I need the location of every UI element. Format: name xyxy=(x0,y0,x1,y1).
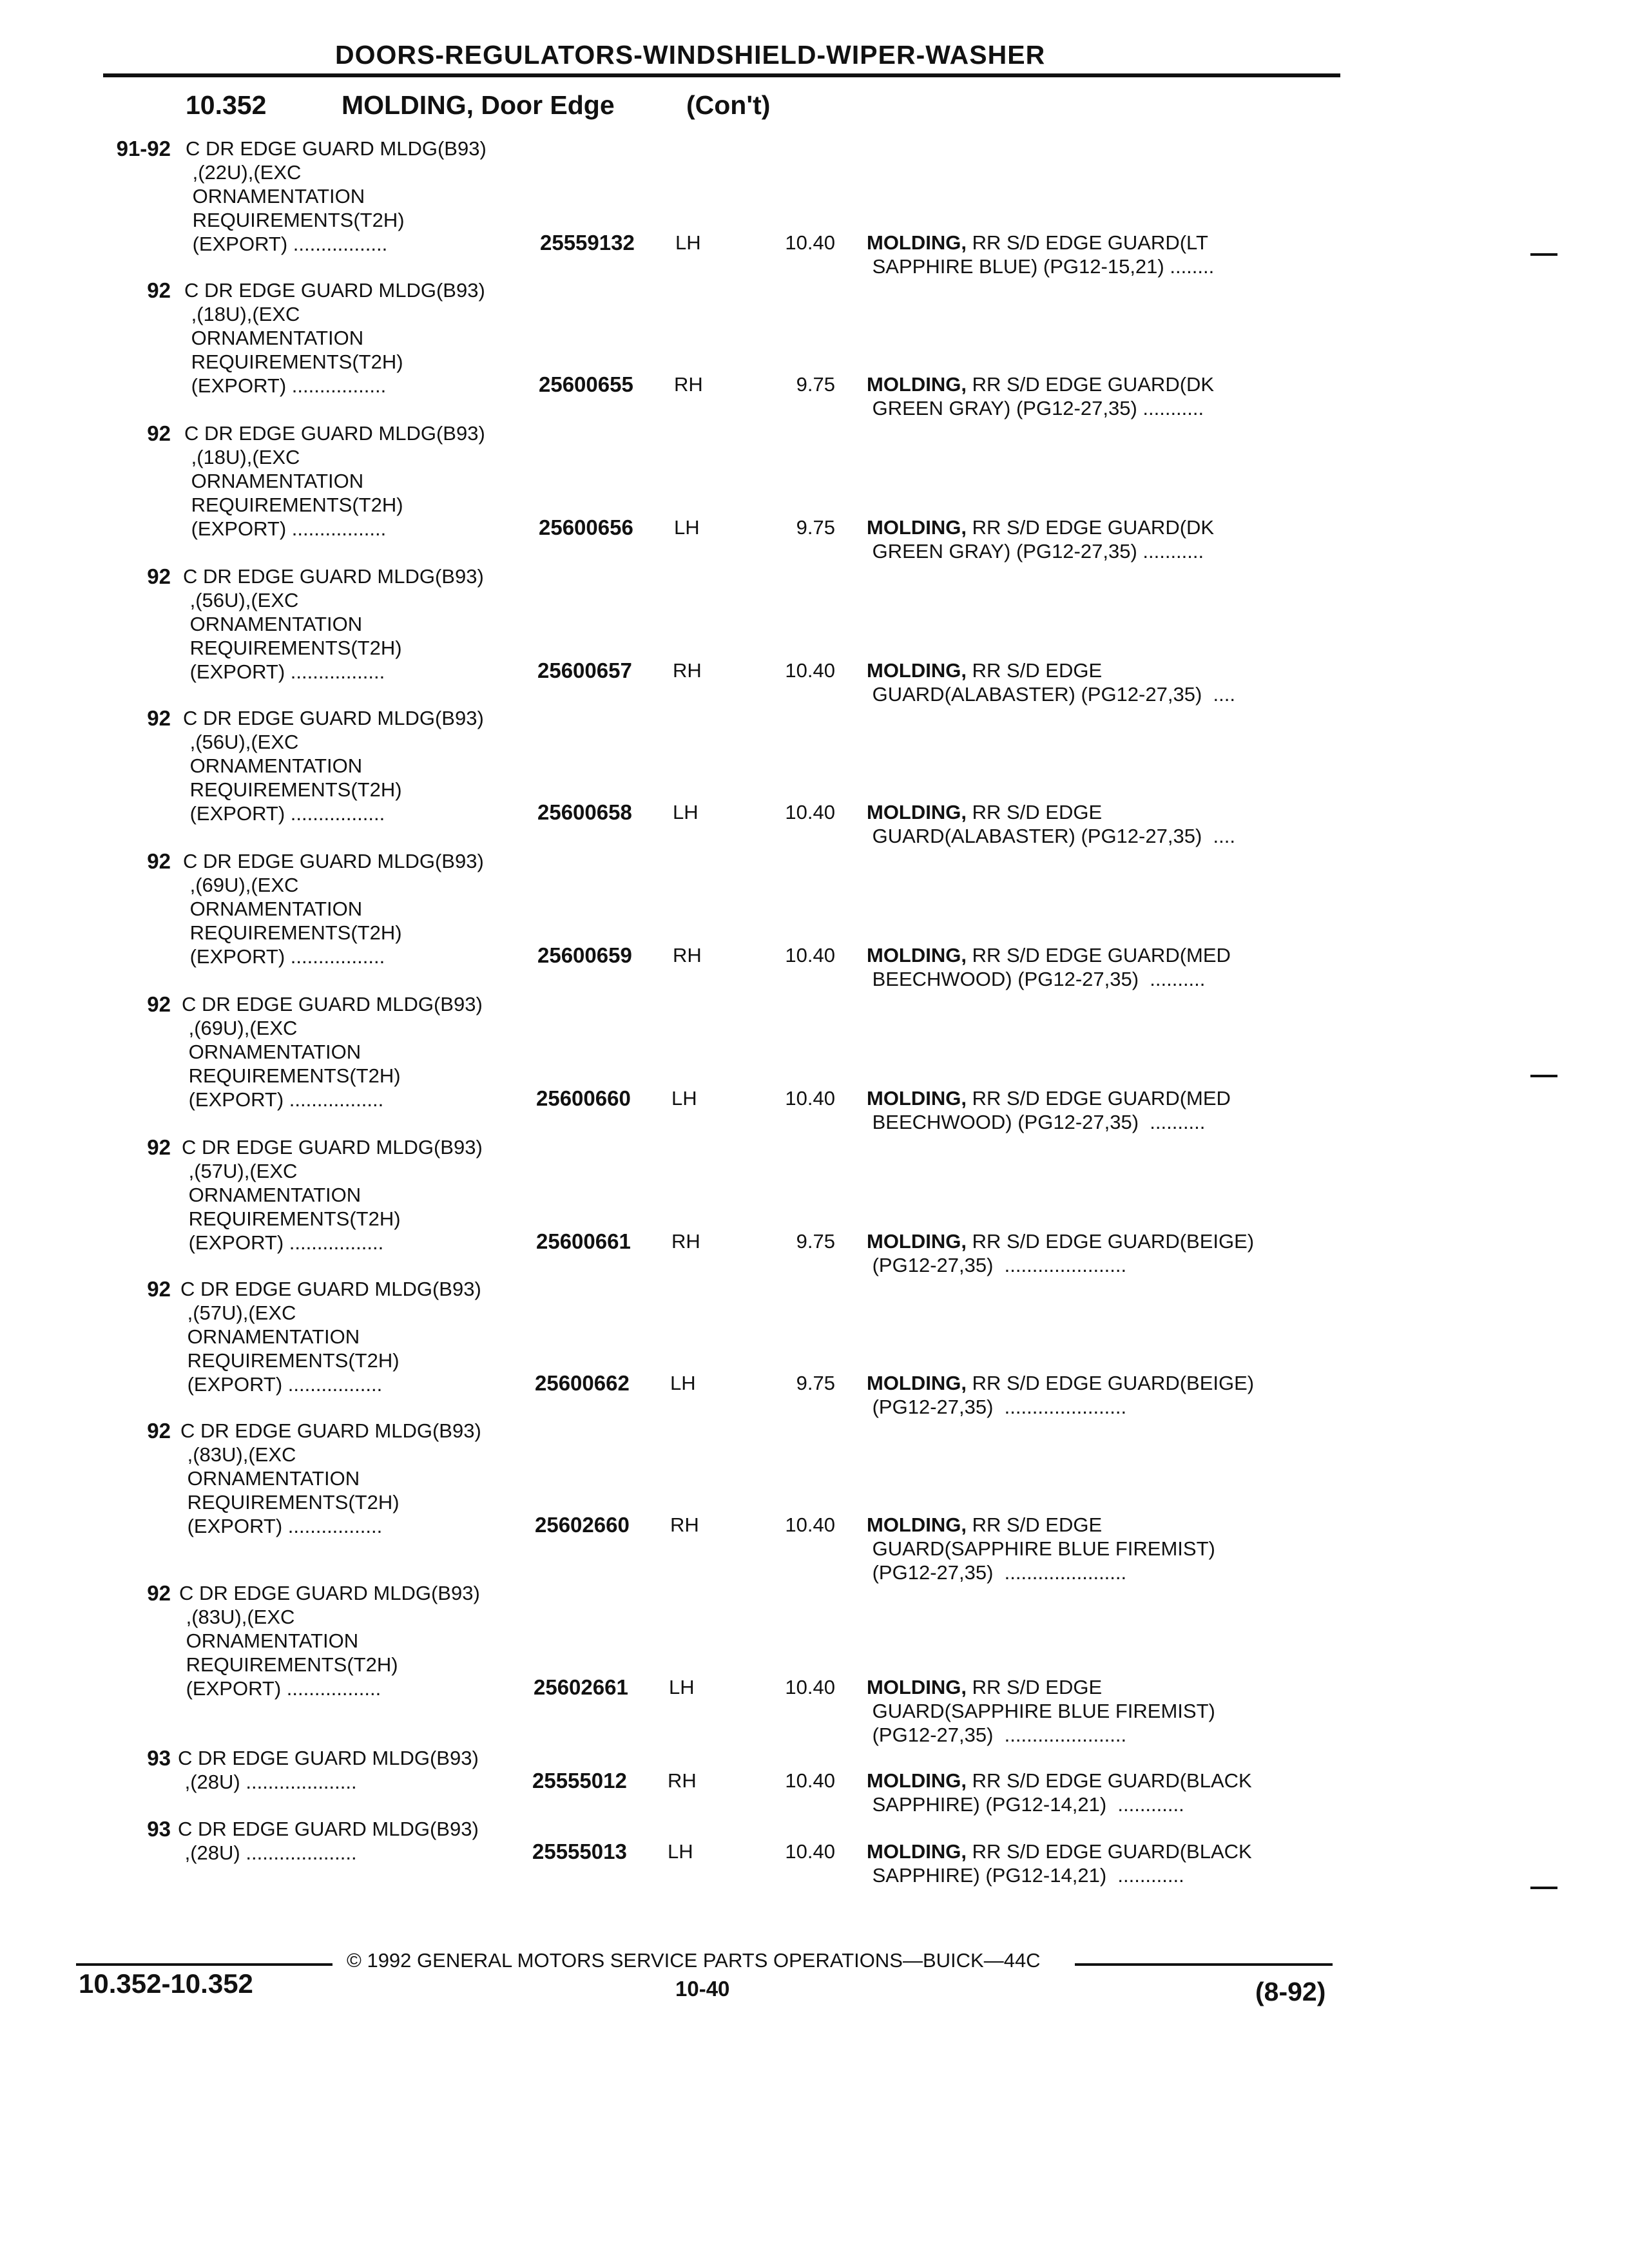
part-description-line: BEECHWOOD) (PG12-27,35) .......... xyxy=(867,1111,1206,1133)
section-continued: (Con't) xyxy=(686,90,771,120)
usage-description-line: ,(57U),(EXC xyxy=(182,1302,296,1324)
footer-page-number: 10-40 xyxy=(675,1977,730,2001)
part-number: 25559132 xyxy=(540,231,635,255)
price: 10.40 xyxy=(785,801,835,823)
part-name: MOLDING, xyxy=(867,1676,967,1698)
part-description-line: SAPPHIRE) (PG12-14,21) ............ xyxy=(867,1864,1184,1887)
usage-description-line: (EXPORT) ................. xyxy=(184,802,385,825)
section-title: MOLDING, Door Edge xyxy=(342,90,615,120)
part-description-line: BEECHWOOD) (PG12-27,35) .......... xyxy=(867,968,1206,990)
part-name: MOLDING, xyxy=(867,1840,967,1863)
price: 10.40 xyxy=(785,1840,835,1863)
price: 10.40 xyxy=(785,231,835,254)
margin-tick xyxy=(1530,253,1557,256)
part-description-line: (PG12-27,35) ...................... xyxy=(867,1254,1127,1276)
model-year: 91-92 xyxy=(116,137,171,160)
part-description-line: SAPPHIRE BLUE) (PG12-15,21) ........ xyxy=(867,255,1215,278)
usage-description-line: ,(83U),(EXC xyxy=(182,1443,296,1466)
footer-section-range: 10.352-10.352 xyxy=(79,1968,253,1999)
usage-description-line: (EXPORT) ................. xyxy=(182,1373,383,1396)
part-number: 25602661 xyxy=(534,1675,628,1699)
model-year: 92 xyxy=(147,706,171,730)
usage-description-line: ORNAMENTATION xyxy=(182,1467,360,1490)
usage-description-line: REQUIREMENTS(T2H) xyxy=(180,1653,398,1676)
side-indicator: LH xyxy=(674,516,700,539)
part-description-line: MOLDING, RR S/D EDGE GUARD(MED xyxy=(867,1087,1231,1110)
usage-description-line: ,(28U) .................... xyxy=(179,1771,357,1793)
side-indicator: LH xyxy=(675,231,701,254)
part-description-line: MOLDING, RR S/D EDGE GUARD(BLACK xyxy=(867,1840,1252,1863)
usage-description-line: C DR EDGE GUARD MLDG(B93) xyxy=(186,137,487,160)
model-year: 92 xyxy=(147,1277,171,1301)
usage-description-line: (EXPORT) ................. xyxy=(186,517,387,540)
usage-description-line: ,(56U),(EXC xyxy=(184,589,299,611)
price: 10.40 xyxy=(785,944,835,966)
usage-description-line: ORNAMENTATION xyxy=(183,1184,361,1206)
usage-description-line: ORNAMENTATION xyxy=(184,613,363,635)
model-year: 92 xyxy=(147,1581,171,1605)
side-indicator: LH xyxy=(671,1087,697,1110)
usage-description-line: C DR EDGE GUARD MLDG(B93) xyxy=(184,422,485,445)
usage-description-line: (EXPORT) ................. xyxy=(183,1231,384,1254)
usage-description-line: ORNAMENTATION xyxy=(187,185,365,207)
usage-description-line: (EXPORT) ................. xyxy=(182,1515,383,1537)
price: 9.75 xyxy=(796,1230,835,1253)
side-indicator: LH xyxy=(669,1676,695,1698)
model-year: 93 xyxy=(147,1817,171,1841)
part-name: MOLDING, xyxy=(867,944,967,966)
price: 10.40 xyxy=(785,659,835,682)
usage-description-line: C DR EDGE GUARD MLDG(B93) xyxy=(184,279,485,302)
usage-description-line: REQUIREMENTS(T2H) xyxy=(182,1349,400,1372)
usage-description-line: ORNAMENTATION xyxy=(183,1041,361,1063)
side-indicator: RH xyxy=(673,659,702,682)
part-number: 25602660 xyxy=(535,1513,630,1537)
usage-description-line: ,(69U),(EXC xyxy=(183,1017,298,1039)
model-year: 92 xyxy=(147,992,171,1016)
usage-description-line: C DR EDGE GUARD MLDG(B93) xyxy=(179,1582,480,1604)
model-year: 92 xyxy=(147,278,171,302)
part-description-line: SAPPHIRE) (PG12-14,21) ............ xyxy=(867,1793,1184,1816)
footer-copyright: © 1992 GENERAL MOTORS SERVICE PARTS OPERATIONS—BUICK—44C xyxy=(347,1949,1041,1972)
part-description-line: GUARD(ALABASTER) (PG12-27,35) .... xyxy=(867,825,1235,847)
footer-rule-left xyxy=(76,1963,333,1966)
usage-description-line: C DR EDGE GUARD MLDG(B93) xyxy=(182,1136,483,1158)
margin-tick xyxy=(1530,1887,1557,1889)
part-description-line: MOLDING, RR S/D EDGE xyxy=(867,801,1103,823)
model-year: 92 xyxy=(147,421,171,445)
part-name: MOLDING, xyxy=(867,1087,967,1110)
usage-description-line: C DR EDGE GUARD MLDG(B93) xyxy=(182,993,483,1015)
price: 9.75 xyxy=(796,373,835,396)
part-number: 25600659 xyxy=(537,943,632,967)
usage-description-line: (EXPORT) ................. xyxy=(186,374,387,397)
footer-rule-right xyxy=(1075,1963,1333,1966)
part-number: 25600656 xyxy=(539,515,633,539)
part-description-line: (PG12-27,35) ...................... xyxy=(867,1561,1127,1584)
side-indicator: RH xyxy=(674,373,703,396)
part-description-line: GREEN GRAY) (PG12-27,35) ........... xyxy=(867,540,1204,562)
usage-description-line: ,(69U),(EXC xyxy=(184,874,299,896)
usage-description-line: ORNAMENTATION xyxy=(186,470,364,492)
side-indicator: LH xyxy=(668,1840,693,1863)
part-name: MOLDING, xyxy=(867,1372,967,1394)
usage-description-line: REQUIREMENTS(T2H) xyxy=(184,637,402,659)
usage-description-line: ,(56U),(EXC xyxy=(184,731,299,753)
part-description-line: MOLDING, RR S/D EDGE GUARD(DK xyxy=(867,373,1215,396)
usage-description-line: REQUIREMENTS(T2H) xyxy=(186,351,403,373)
model-year: 92 xyxy=(147,1419,171,1443)
part-name: MOLDING, xyxy=(867,373,967,396)
part-description-line: (PG12-27,35) ...................... xyxy=(867,1396,1127,1418)
price: 9.75 xyxy=(796,1372,835,1394)
model-year: 93 xyxy=(147,1746,171,1770)
part-number: 25555012 xyxy=(532,1769,627,1792)
part-number: 25600661 xyxy=(536,1229,631,1253)
usage-description-line: (EXPORT) ................. xyxy=(184,660,385,683)
usage-description-line: ORNAMENTATION xyxy=(182,1325,360,1348)
part-description-line: MOLDING, RR S/D EDGE GUARD(BEIGE) xyxy=(867,1372,1255,1394)
part-number: 25600660 xyxy=(536,1086,631,1110)
side-indicator: LH xyxy=(673,801,699,823)
part-description-line: MOLDING, RR S/D EDGE GUARD(BLACK xyxy=(867,1769,1252,1792)
part-name: MOLDING, xyxy=(867,659,967,682)
usage-description-line: (EXPORT) ................. xyxy=(183,1088,384,1111)
usage-description-line: (EXPORT) ................. xyxy=(187,233,388,255)
usage-description-line: (EXPORT) ................. xyxy=(180,1677,381,1700)
part-description-line: MOLDING, RR S/D EDGE xyxy=(867,1676,1103,1698)
part-description-line: GUARD(SAPPHIRE BLUE FIREMIST) xyxy=(867,1700,1215,1722)
usage-description-line: ,(18U),(EXC xyxy=(186,303,300,325)
part-description-line: MOLDING, RR S/D EDGE xyxy=(867,1514,1103,1536)
part-number: 25600662 xyxy=(535,1371,630,1395)
usage-description-line: REQUIREMENTS(T2H) xyxy=(183,1207,401,1230)
part-description-line: MOLDING, RR S/D EDGE GUARD(LT xyxy=(867,231,1208,254)
part-description-line: MOLDING, RR S/D EDGE xyxy=(867,659,1103,682)
usage-description-line: ORNAMENTATION xyxy=(184,898,363,920)
usage-description-line: ,(18U),(EXC xyxy=(186,446,300,468)
part-number: 25600658 xyxy=(537,800,632,824)
usage-description-line: ORNAMENTATION xyxy=(180,1629,359,1652)
side-indicator: LH xyxy=(670,1372,696,1394)
usage-description-line: ORNAMENTATION xyxy=(184,754,363,777)
part-number: 25555013 xyxy=(532,1840,627,1863)
usage-description-line: C DR EDGE GUARD MLDG(B93) xyxy=(183,707,484,729)
side-indicator: RH xyxy=(670,1514,699,1536)
part-description-line: MOLDING, RR S/D EDGE GUARD(BEIGE) xyxy=(867,1230,1255,1253)
side-indicator: RH xyxy=(668,1769,697,1792)
side-indicator: RH xyxy=(671,1230,700,1253)
part-description-line: GREEN GRAY) (PG12-27,35) ........... xyxy=(867,397,1204,419)
model-year: 92 xyxy=(147,849,171,873)
model-year: 92 xyxy=(147,564,171,588)
usage-description-line: REQUIREMENTS(T2H) xyxy=(183,1064,401,1087)
usage-description-line: ORNAMENTATION xyxy=(186,327,364,349)
usage-description-line: C DR EDGE GUARD MLDG(B93) xyxy=(183,850,484,872)
usage-description-line: C DR EDGE GUARD MLDG(B93) xyxy=(183,565,484,588)
part-name: MOLDING, xyxy=(867,1514,967,1536)
part-description-line: GUARD(SAPPHIRE BLUE FIREMIST) xyxy=(867,1537,1215,1560)
price: 10.40 xyxy=(785,1087,835,1110)
usage-description-line: C DR EDGE GUARD MLDG(B93) xyxy=(178,1818,479,1840)
part-number: 25600655 xyxy=(539,372,633,396)
part-name: MOLDING, xyxy=(867,801,967,823)
part-description-line: (PG12-27,35) ...................... xyxy=(867,1724,1127,1746)
part-number: 25600657 xyxy=(537,658,632,682)
section-number: 10.352 xyxy=(186,90,267,120)
price: 10.40 xyxy=(785,1676,835,1698)
usage-description-line: REQUIREMENTS(T2H) xyxy=(184,778,402,801)
usage-description-line: ,(83U),(EXC xyxy=(180,1606,295,1628)
side-indicator: RH xyxy=(673,944,702,966)
usage-description-line: C DR EDGE GUARD MLDG(B93) xyxy=(178,1747,479,1769)
usage-description-line: REQUIREMENTS(T2H) xyxy=(184,921,402,944)
model-year: 92 xyxy=(147,1135,171,1159)
margin-tick xyxy=(1530,1075,1557,1077)
usage-description-line: ,(28U) .................... xyxy=(179,1841,357,1864)
footer-date: (8-92) xyxy=(1255,1977,1326,2006)
price: 9.75 xyxy=(796,516,835,539)
part-name: MOLDING, xyxy=(867,516,967,539)
part-name: MOLDING, xyxy=(867,1230,967,1253)
usage-description-line: REQUIREMENTS(T2H) xyxy=(187,209,405,231)
usage-description-line: (EXPORT) ................. xyxy=(184,945,385,968)
part-name: MOLDING, xyxy=(867,1769,967,1792)
part-description-line: GUARD(ALABASTER) (PG12-27,35) .... xyxy=(867,683,1235,706)
usage-description-line: ,(22U),(EXC xyxy=(187,161,302,184)
part-name: MOLDING, xyxy=(867,231,967,254)
usage-description-line: C DR EDGE GUARD MLDG(B93) xyxy=(180,1278,481,1300)
price: 10.40 xyxy=(785,1514,835,1536)
header-rule xyxy=(103,73,1340,77)
usage-description-line: ,(57U),(EXC xyxy=(183,1160,298,1182)
usage-description-line: REQUIREMENTS(T2H) xyxy=(182,1491,400,1514)
usage-description-line: REQUIREMENTS(T2H) xyxy=(186,494,403,516)
usage-description-line: C DR EDGE GUARD MLDG(B93) xyxy=(180,1419,481,1442)
page-header: DOORS-REGULATORS-WINDSHIELD-WIPER-WASHER xyxy=(335,40,1046,70)
price: 10.40 xyxy=(785,1769,835,1792)
part-description-line: MOLDING, RR S/D EDGE GUARD(DK xyxy=(867,516,1215,539)
part-description-line: MOLDING, RR S/D EDGE GUARD(MED xyxy=(867,944,1231,966)
